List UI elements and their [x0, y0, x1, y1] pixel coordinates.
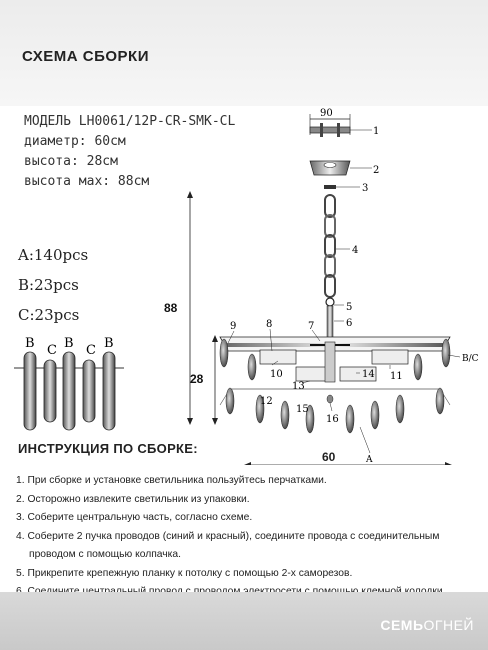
crystal-label-c2: C [86, 343, 96, 358]
hook-and-rod [326, 298, 352, 342]
parts-count [18, 240, 88, 330]
crystal-rod-c1 [44, 360, 56, 422]
spec-height-max: высота мах: 88см [24, 174, 150, 189]
svg-text:88: 88 [164, 301, 178, 315]
svg-text:3: 3 [362, 183, 369, 194]
svg-text:8: 8 [266, 319, 273, 330]
parts-count-c: C:23pcs [18, 306, 80, 324]
instruction-step: 3. Соберите центральную часть, согласно схеме. [16, 512, 253, 523]
crystal-rod-b3 [103, 352, 115, 430]
brand-rest: ОГНЕЙ [423, 617, 474, 633]
brand-logo [380, 617, 474, 633]
instructions-title: ИНСТРУКЦИЯ ПО СБОРКЕ: [18, 441, 198, 456]
crystal-label-b3: B [104, 336, 114, 351]
crystal-label-c1: C [47, 343, 57, 358]
svg-text:9: 9 [230, 321, 237, 332]
crystal-rod-b2 [63, 352, 75, 430]
svg-text:7: 7 [308, 321, 315, 332]
dimension-88 [164, 191, 193, 425]
diameter-dimension-label: 60 [322, 450, 336, 464]
spec-diameter: диаметр: 60см [24, 134, 126, 149]
crystal-label-b2: B [64, 336, 74, 351]
instruction-step: 5. Прикрепите крепежную планку к потолку с помощью 2-х саморезов. [16, 567, 353, 579]
svg-text:14: 14 [362, 369, 375, 380]
svg-text:90: 90 [320, 108, 333, 119]
svg-text:B/C: B/C [462, 354, 479, 364]
assembly-diagram [160, 105, 488, 465]
svg-text:2: 2 [373, 165, 380, 176]
dimension-60 [244, 462, 452, 465]
parts-count-a: A:140pcs [18, 246, 89, 264]
svg-text:15: 15 [296, 404, 309, 415]
svg-text:10: 10 [270, 369, 283, 380]
instructions-list [16, 472, 446, 602]
svg-text:6: 6 [346, 318, 353, 329]
parts-count-b: B:23pcs [18, 276, 79, 294]
page-title: СХЕМА СБОРКИ [22, 48, 149, 65]
mounting-bracket [310, 123, 379, 137]
svg-text:A: A [366, 455, 373, 465]
dimension-28 [190, 335, 218, 425]
brand-bold: СЕМЬ [380, 617, 424, 633]
svg-text:13: 13 [292, 381, 305, 392]
instruction-step: 2. Осторожно извлеките светильник из упаковки. [16, 493, 250, 505]
svg-text:1: 1 [373, 126, 380, 137]
svg-text:4: 4 [352, 245, 359, 256]
svg-text:11: 11 [390, 371, 403, 382]
crystal-rods-illustration [14, 334, 124, 434]
svg-text:28: 28 [190, 372, 204, 386]
instruction-step: 4. Соберите 2 пучка проводов (синий и красный), соедините провода с соединительным [16, 530, 440, 542]
canopy [310, 161, 379, 176]
crystal-rod-c2 [83, 360, 95, 422]
spec-height: высота: 28см [24, 154, 118, 169]
crystal-label-b1: B [25, 336, 35, 351]
instruction-step: проводом с помощью колпачка. [29, 549, 181, 560]
instruction-step: 1. При сборке и установке светильника пользуйтесь перчатками. [16, 475, 327, 486]
ring-part [324, 183, 368, 194]
svg-text:16: 16 [326, 414, 339, 425]
spec-model: МОДЕЛЬ LH0061/12P-CR-SMK-CL [24, 114, 236, 129]
crystal-rod-b1 [24, 352, 36, 430]
svg-text:5: 5 [346, 302, 353, 313]
chain [325, 195, 358, 297]
svg-text:12: 12 [260, 396, 273, 407]
